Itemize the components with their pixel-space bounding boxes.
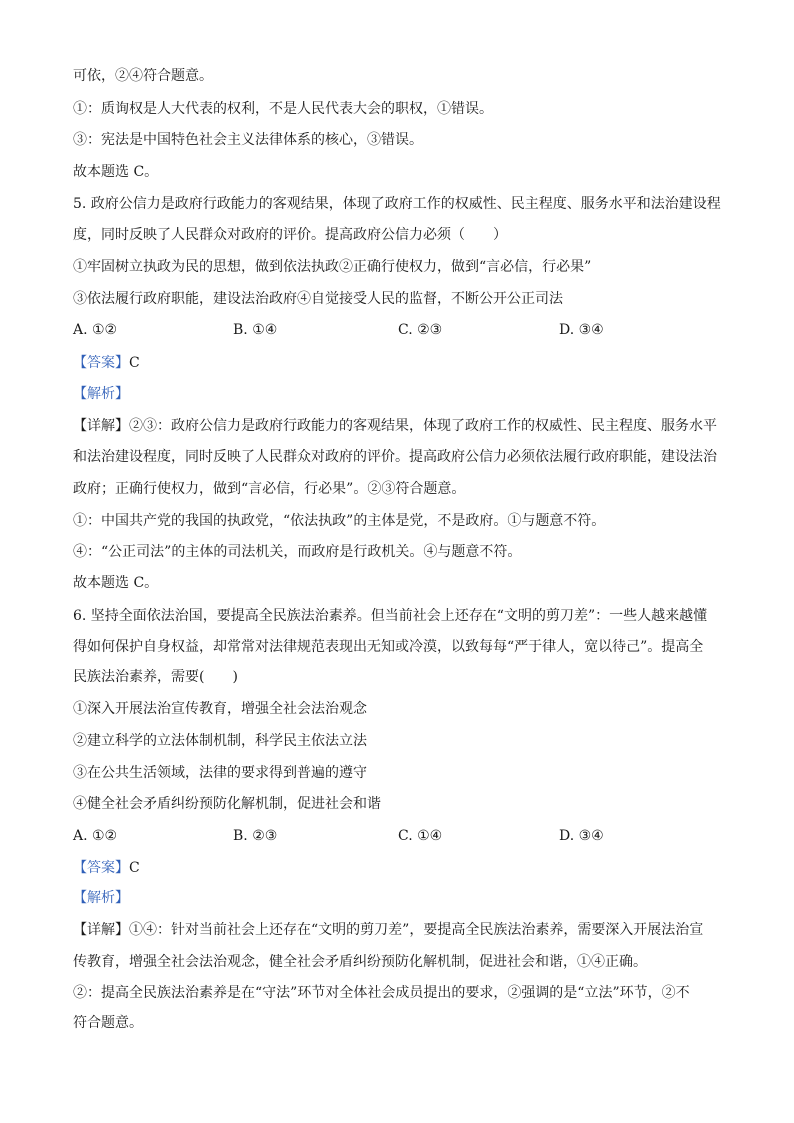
question-item: ①深入开展法治宣传教育，增强全社会法治观念 (73, 701, 367, 717)
note-line: ②：提高全民族法治素养是在“守法”环节对全体社会成员提出的要求，②强调的是“立法”环节，②不 (73, 985, 690, 1001)
text-line: 故本题选 C。 (73, 164, 159, 180)
question-stem: 得如何保护自身权益，却常常对法律规范表现出无知或冷漠，以致每每“严于律人，宽以待己”。提高全 (73, 639, 704, 655)
option-a: A. ①② (73, 828, 118, 844)
answer-tag: 【答案】 (73, 860, 129, 876)
detail-line (73, 920, 703, 940)
analysis-tag: 【解析】 (73, 890, 129, 906)
question-stem: 民族法治素养，需要( ) (73, 669, 238, 685)
text-line: 可依，②④符合题意。 (73, 68, 213, 84)
option-d: D. ③④ (559, 828, 604, 844)
answer-value: C (129, 355, 140, 371)
analysis-line (73, 384, 129, 404)
option-c: C. ①④ (398, 828, 443, 844)
question-item: ①牢固树立执政为民的思想，做到依法执政②正确行使权力，做到“言必信，行必果” (73, 259, 592, 275)
text-line: ③：宪法是中国特色社会主义法律体系的核心，③错误。 (73, 132, 423, 148)
detail-text: ①④：针对当前社会上还存在“文明的剪刀差”，要提高全民族法治素养，需要深入开展法治宣 (129, 922, 704, 938)
option-d: D. ③④ (559, 322, 604, 338)
detail-line: 政府；正确行使权力，做到“言必信，行必果”。②③符合题意。 (73, 481, 466, 497)
question-item: ③依法履行政府职能，建设法治政府④自觉接受人民的监督，不断公开公正司法 (73, 291, 563, 307)
detail-tag: 【详解】 (73, 418, 129, 434)
option-b: B. ②③ (233, 828, 278, 844)
question-item: ④健全社会矛盾纠纷预防化解机制，促进社会和谐 (73, 796, 381, 812)
question-item: ②建立科学的立法体制机制，科学民主依法立法 (73, 733, 367, 749)
note-line: ④：“公正司法”的主体的司法机关，而政府是行政机关。④与题意不符。 (73, 544, 522, 560)
answer-tag: 【答案】 (73, 355, 129, 371)
question-stem: 度，同时反映了人民群众对政府的评价。提高政府公信力必须（ ） (73, 227, 507, 243)
analysis-line (73, 888, 129, 908)
detail-line: 传教育，增强全社会法治观念，健全社会矛盾纠纷预防化解机制，促进社会和谐，①④正确。 (73, 954, 647, 970)
note-line: 符合题意。 (73, 1015, 143, 1031)
detail-line: 和法治建设程度，同时反映了人民群众对政府的评价。提高政府公信力必须依法履行政府职能，建设法治 (73, 449, 717, 465)
conclusion-line: 故本题选 C。 (73, 575, 159, 591)
answer-line (73, 858, 140, 878)
detail-text: ②③：政府公信力是政府行政能力的客观结果，体现了政府工作的权威性、民主程度、服务水平 (129, 418, 717, 434)
option-c: C. ②③ (398, 322, 443, 338)
question-item: ③在公共生活领域，法律的要求得到普遍的遵守 (73, 765, 367, 781)
answer-line (73, 353, 140, 373)
question-stem: 5. 政府公信力是政府行政能力的客观结果，体现了政府工作的权威性、民主程度、服务水平和法治建设程 (73, 196, 721, 212)
option-a: A. ①② (73, 322, 118, 338)
detail-line (73, 416, 717, 436)
analysis-tag: 【解析】 (73, 386, 129, 402)
question-stem: 6. 坚持全面依法治国，要提高全民族法治素养。但当前社会上还存在“文明的剪刀差”：一些人越来越懂 (73, 608, 708, 624)
option-b: B. ①④ (233, 322, 278, 338)
detail-tag: 【详解】 (73, 922, 129, 938)
answer-value: C (129, 860, 140, 876)
note-line: ①：中国共产党的我国的执政党，“依法执政”的主体是党，不是政府。①与题意不符。 (73, 513, 606, 529)
text-line: ①：质询权是人大代表的权利，不是人民代表大会的职权，①错误。 (73, 101, 493, 117)
